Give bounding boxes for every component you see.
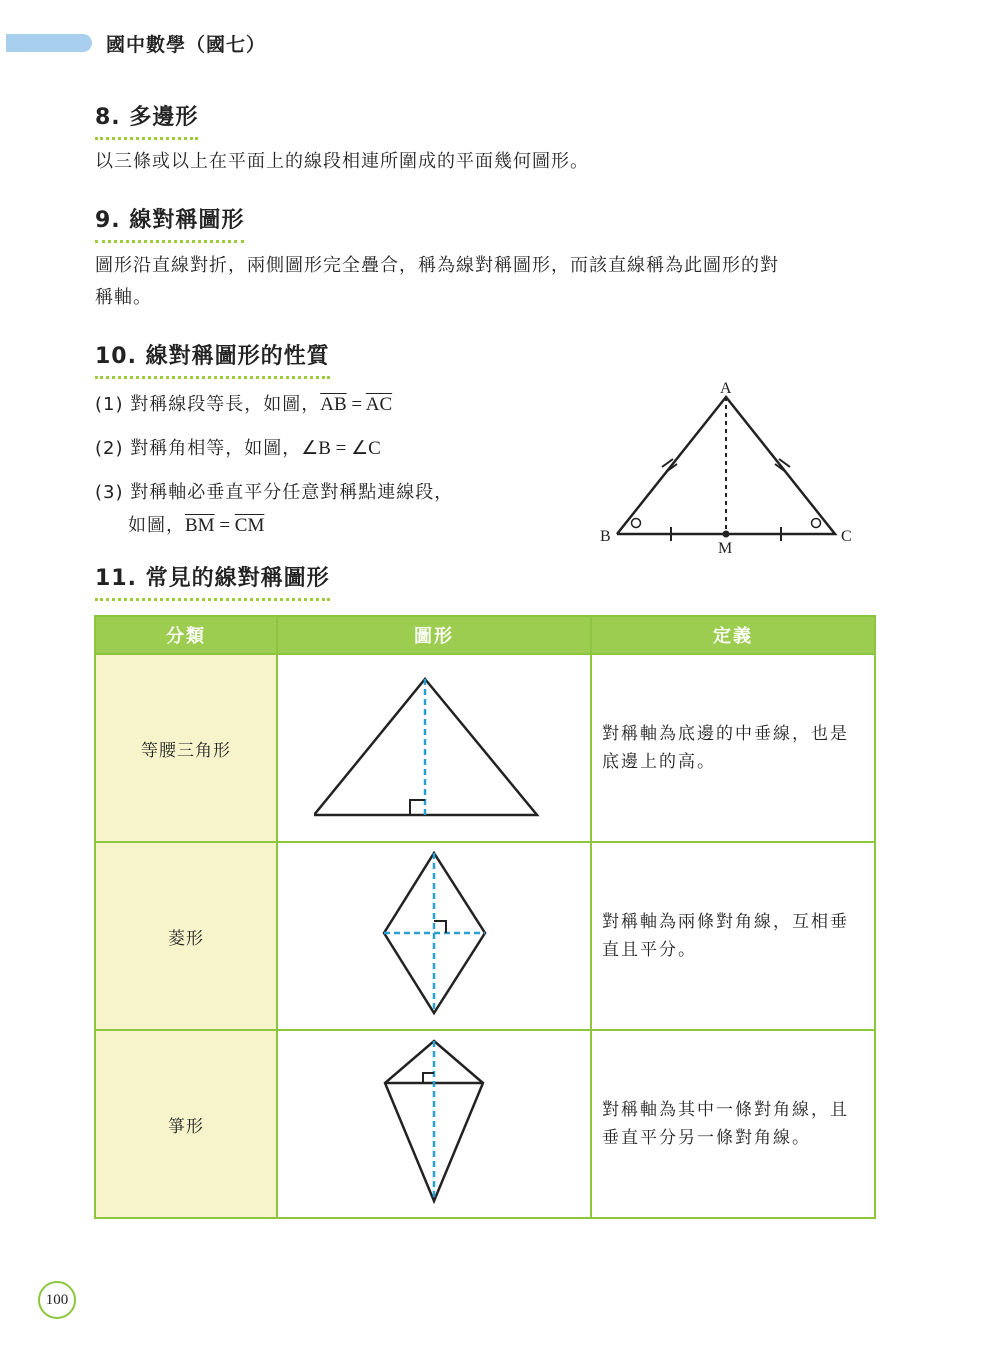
definition-cell [591, 842, 875, 1030]
table-row [95, 1030, 875, 1218]
rhombus-icon [374, 849, 494, 1019]
property-3-line1: (3) 對稱軸必垂直平分任意對稱點連線段， [95, 482, 454, 503]
figure-cell [277, 654, 591, 842]
section-10-title: 10. 線對稱圖形的性質 [95, 339, 330, 379]
triangle-outline [617, 397, 835, 534]
header-bar [6, 34, 92, 52]
section-9-title: 9. 線對稱圖形 [95, 203, 244, 243]
angle-equation: ∠B = ∠C [301, 438, 381, 459]
table-row [95, 654, 875, 842]
column-header-category: 分類 [95, 616, 277, 654]
property-3-line2 [128, 511, 264, 537]
definition-cell [591, 1030, 875, 1218]
definition-line: 底邊上的高。 [602, 752, 716, 772]
category-cell: 菱形 [95, 842, 277, 1030]
property-2-text: (2) 對稱角相等，如圖， [95, 438, 302, 459]
property-1-text: (1) 對稱線段等長，如圖， [95, 394, 321, 415]
isosceles-triangle-icon [314, 671, 554, 821]
midpoint-m-dot [723, 531, 730, 538]
label-a: A [720, 380, 732, 397]
category-cell: 等腰三角形 [95, 654, 277, 842]
definition-line: 直且平分。 [602, 940, 697, 960]
equals-sign: = [346, 394, 366, 415]
section-8-text: 以三條或以上在平面上的線段相連所圍成的平面幾何圖形。 [95, 151, 589, 172]
category-cell: 箏形 [95, 1030, 277, 1218]
property-2 [95, 434, 381, 460]
property-1 [95, 390, 392, 416]
definition-line: 垂直平分另一條對角線。 [602, 1128, 811, 1148]
column-header-definition: 定義 [591, 616, 875, 654]
definition-line: 對稱軸為兩條對角線，互相垂 [602, 912, 849, 932]
page-header-title: 國中數學（國七） [106, 34, 267, 56]
angle-c-mark [812, 519, 821, 528]
isosceles-triangle-figure [590, 375, 870, 560]
definition-line: 對稱軸為其中一條對角線，且 [602, 1100, 849, 1120]
figure-cell [277, 1030, 591, 1218]
figure-cell [277, 842, 591, 1030]
page-number: 100 [38, 1281, 76, 1319]
section-11-title: 11. 常見的線對稱圖形 [95, 561, 330, 601]
label-c: C [841, 528, 852, 545]
section-9-text-line2: 稱軸。 [95, 287, 152, 308]
section-8-title: 8. 多邊形 [95, 100, 198, 140]
definition-cell [591, 654, 875, 842]
angle-b-mark [632, 519, 641, 528]
segment-ac: $\overline{AC}$ [365, 394, 393, 415]
equals-sign: = [214, 515, 235, 536]
segment-ab: $\overline{AB}$ [320, 394, 347, 415]
segment-bm: $\overline{BM}$ [185, 515, 215, 536]
property-3-text: 如圖， [128, 515, 185, 536]
label-b: B [600, 528, 611, 545]
table-header-row [95, 616, 875, 654]
definition-line: 對稱軸為底邊的中垂線，也是 [602, 724, 849, 744]
kite-icon [379, 1037, 489, 1207]
section-9-text-line1: 圖形沿直線對折，兩側圖形完全疊合，稱為線對稱圖形，而該直線稱為此圖形的對 [95, 255, 779, 276]
symmetric-shapes-table [94, 615, 876, 1219]
column-header-figure: 圖形 [277, 616, 591, 654]
table-row [95, 842, 875, 1030]
label-m: M [718, 540, 733, 557]
segment-cm: $\overline{CM}$ [234, 515, 265, 536]
